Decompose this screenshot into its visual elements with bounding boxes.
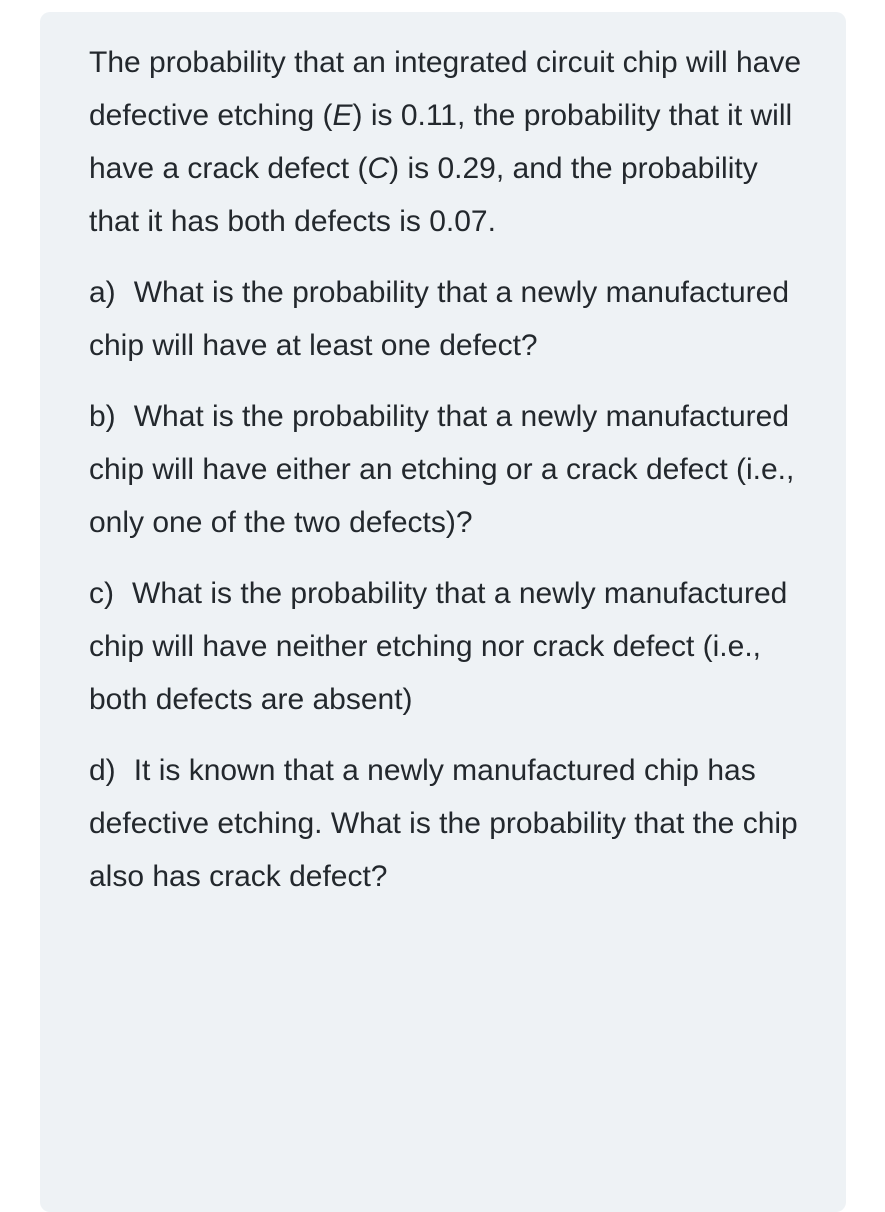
question-d — [89, 744, 809, 903]
statement-text-1: The probability that an integrated circuit chip will have defective etching ( — [89, 46, 802, 132]
question-d-label: d) — [89, 754, 116, 787]
event-c-symbol: C — [367, 152, 390, 185]
statement-text-3: ) is 0.29, and the probability that it has both defects is 0.07. — [89, 152, 758, 238]
question-b — [89, 390, 809, 549]
problem-statement — [89, 36, 809, 248]
question-d-text: It is known that a newly manufactured chip has defective etching. What is the probability that the chip also has crack defect? — [89, 754, 798, 893]
question-a — [89, 266, 809, 372]
question-c — [89, 567, 809, 726]
statement-text-2: ) is 0.11, the probability that it will have a crack defect ( — [89, 99, 793, 185]
question-b-text: What is the probability that a newly manufactured chip will have either an etching or a crack defect (i.e., only one of the two defects)? — [89, 400, 795, 539]
question-a-text: What is the probability that a newly manufactured chip will have at least one defect? — [89, 276, 790, 362]
question-b-label: b) — [89, 400, 116, 433]
question-c-text: What is the probability that a newly manufactured chip will have neither etching nor crack defect (i.e., both defects are absent) — [89, 577, 788, 716]
question-c-label: c) — [89, 577, 114, 610]
question-a-label: a) — [89, 276, 116, 309]
problem-content — [89, 36, 809, 903]
event-e-symbol: E — [332, 99, 353, 132]
